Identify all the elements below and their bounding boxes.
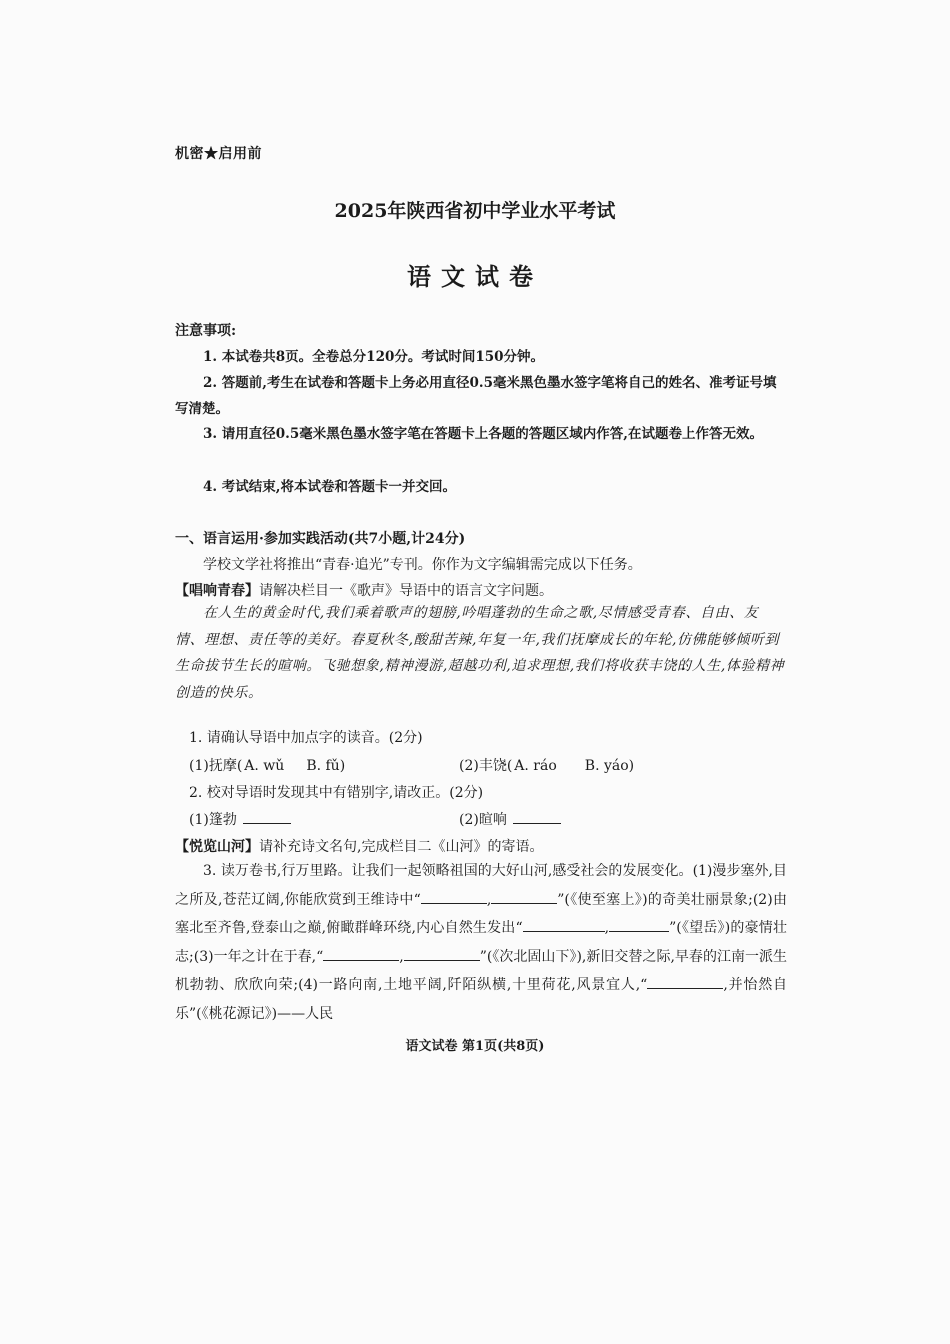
notice-item-3: 3. 请用直径0.5毫米黑色墨水签字笔在答题卡上各题的答题区域内作答,在试题卷上作答无效。 bbox=[203, 426, 763, 442]
q1-opt1-a: A. wǔ bbox=[244, 758, 285, 774]
q3-blank-2[interactable] bbox=[491, 889, 557, 904]
q3-part-f: , bbox=[399, 948, 404, 965]
question-1-option-2 bbox=[459, 755, 634, 775]
q3-blank-4[interactable] bbox=[609, 917, 669, 932]
q3-blank-5[interactable] bbox=[323, 946, 399, 961]
q1-opt2-b: B. yáo) bbox=[584, 758, 635, 774]
task-1-text: 请解决栏目一《歌声》导语中的语言文字问题。 bbox=[259, 583, 553, 599]
q1-opt2-a: A. ráo bbox=[514, 758, 557, 774]
exam-title: 2025年陕西省初中学业水平考试 bbox=[334, 200, 616, 222]
q3-part-d: , bbox=[604, 920, 610, 936]
section-heading: 一、语言运用·参加实践活动(共7小题,计24分) bbox=[175, 531, 466, 547]
q3-part-h: ,并怡然自乐”(《桃花源记》)——人民 bbox=[175, 977, 787, 1022]
question-1: 1. 请确认导语中加点字的读音。(2分) bbox=[189, 730, 423, 746]
q3-part-e: ”(《望岳》)的豪情壮志;(3)一年之计在于春,“ bbox=[175, 920, 787, 965]
q2-item-1-text: (1)篷勃 bbox=[189, 812, 237, 828]
question-3 bbox=[175, 857, 787, 1028]
q2-blank-2[interactable] bbox=[513, 809, 561, 824]
section-intro: 学校文学社将推出“青春·追光”专刊。你作为文字编辑需完成以下任务。 bbox=[203, 557, 642, 573]
q3-blank-6[interactable] bbox=[404, 946, 480, 961]
notice-item-2: 2. 答题前,考生在试卷和答题卡上务必用直径0.5毫米黑色墨水签字笔将自己的姓名、准考证号填写清楚。 bbox=[175, 375, 777, 417]
task-1-tag: 【唱响青春】 bbox=[175, 583, 259, 599]
task-1 bbox=[175, 580, 553, 600]
q3-part-a: 3. 读万卷书,行万里路。让我们一起领略祖国的大好山河,感受社会的发展变化。(1)漫步塞外,目之所及,苍茫辽阔,你能欣赏到王维诗中“ bbox=[175, 863, 787, 908]
question-2-item-1 bbox=[189, 809, 291, 829]
q3-blank-3[interactable] bbox=[523, 917, 605, 932]
paper-subtitle: 语文试卷 bbox=[407, 262, 543, 291]
q1-opt1-label: (1)抚摩( bbox=[189, 758, 243, 774]
task-2-text: 请补充诗文名句,完成栏目二《山河》的寄语。 bbox=[259, 839, 544, 855]
q1-opt2-label: (2)丰饶( bbox=[459, 758, 513, 774]
q3-part-b: , bbox=[486, 891, 492, 908]
notice-heading: 注意事项: bbox=[175, 323, 237, 339]
passage-part-3: 的人生,体验精神创造的快乐。 bbox=[175, 658, 785, 701]
passage-part-2: 摩成长的年轮,仿佛能够倾听到生命拔节生长的暄响。飞驰想象,精神漫游,超越功利,追求理想,我们将收获丰 bbox=[175, 631, 780, 674]
q2-blank-1[interactable] bbox=[243, 809, 291, 824]
page-footer: 语文试卷 第1页(共8页) bbox=[405, 1039, 545, 1054]
notice-item-1: 1. 本试卷共8页。全卷总分120分。考试时间150分钟。 bbox=[203, 349, 545, 365]
task-2-tag: 【悦览山河】 bbox=[175, 839, 259, 855]
q3-part-c: ”(《使至塞上》)的奇美壮丽景象;(2)由塞北至齐鲁,登泰山之巅,俯瞰群峰环绕,内心自然生发出“ bbox=[175, 891, 787, 936]
confidential-label: 机密★启用前 bbox=[175, 146, 262, 162]
q3-part-g: ”(《次北固山下》),新旧交替之际,早春的江南一派生机勃勃、欣欣向荣;(4)一路向南,土地平阔,阡陌纵横,十里荷花,风景宜人,“ bbox=[175, 948, 788, 993]
q1-opt1-b: B. fǔ) bbox=[306, 758, 346, 774]
question-2-item-2 bbox=[459, 809, 561, 829]
q2-item-2-text: (2)暄响 bbox=[459, 812, 507, 828]
passage-part-1: 在人生的黄金时代,我们乘着歌声的翅膀,吟唱蓬勃的生命之歌,尽情感受青春、自由、友情、理想、责任等的美好。春夏秋冬,酸甜苦辣,年复一年,我们 bbox=[175, 605, 759, 648]
q3-blank-1[interactable] bbox=[421, 889, 487, 904]
passage bbox=[175, 600, 785, 706]
question-1-option-1 bbox=[189, 755, 345, 775]
task-2 bbox=[175, 836, 543, 856]
question-2: 2. 校对导语时发现其中有错别字,请改正。(2分) bbox=[189, 785, 484, 801]
dotted-char-2: 饶 • bbox=[662, 658, 677, 674]
notice-item-4: 4. 考试结束,将本试卷和答题卡一并交回。 bbox=[203, 479, 456, 495]
q3-blank-7[interactable] bbox=[647, 974, 723, 989]
dotted-char-1: 抚 • bbox=[570, 632, 585, 648]
